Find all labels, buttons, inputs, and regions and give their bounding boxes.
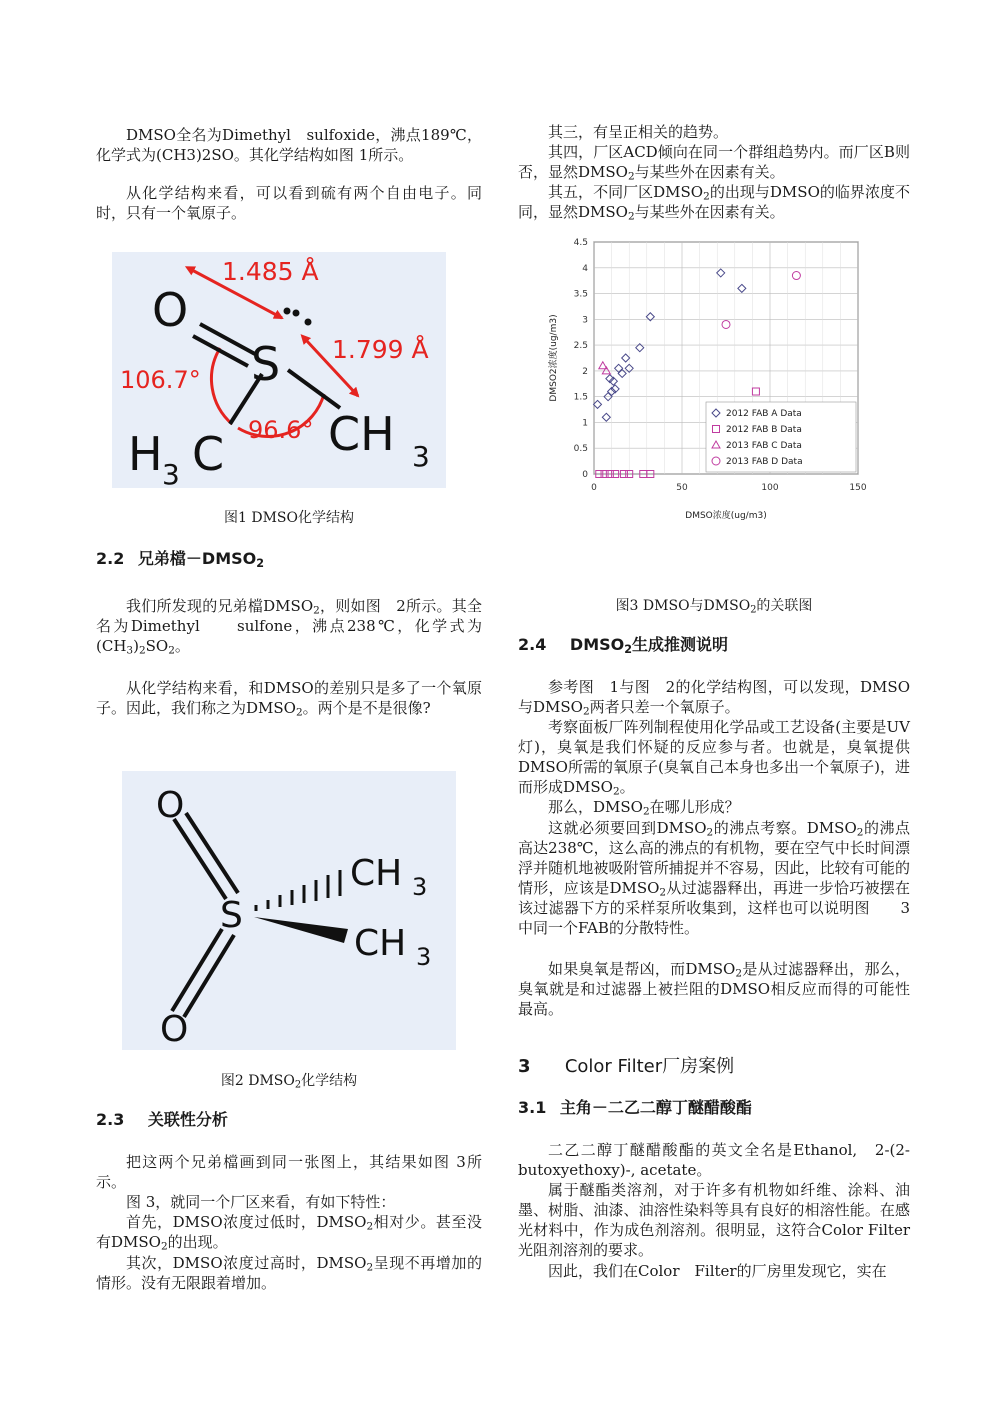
figure-2-dmso2-structure xyxy=(122,771,456,1050)
bond-s-c-right xyxy=(288,370,340,408)
text-run: 相对少。甚至没有DMSO xyxy=(96,1213,482,1251)
text-run: 与某些外在因素有关。 xyxy=(634,163,785,181)
dmso-molecule-diagram xyxy=(112,252,446,488)
y-tick-label: 4.5 xyxy=(573,238,588,248)
left-paragraph-8: 其次，DMSO浓度过高时，$DMSO_2$呈现不再增加的情形。没有无限跟着增加。 xyxy=(96,1254,482,1292)
ch3-bottom-label: CH xyxy=(354,923,407,964)
section-title-sub: 2 xyxy=(256,556,265,570)
solid-wedge-bond xyxy=(254,917,348,943)
angle-csc-label: 96.6° xyxy=(248,416,314,444)
legend-entry-label: 2012 FAB A Data xyxy=(726,409,802,419)
text-run: 我们所发现的兄弟檔DMSO xyxy=(126,597,314,615)
bond-length-so-label: 1.485 Å xyxy=(222,257,319,286)
text-run: 首先，DMSO浓度过低时，DMSO xyxy=(126,1213,367,1231)
atom-s-label: S xyxy=(220,895,243,936)
text-run: 从过滤器释出，再进一步恰巧被摆在该过滤器下方的采样泵所收集到，这样也可以说明图 3中同一个FAB的分散特性。 xyxy=(518,879,910,937)
legend-entry-label: 2012 FAB B Data xyxy=(726,425,802,435)
text-run: 呈现不再增加的情形。没有无限跟着增加。 xyxy=(96,1254,482,1292)
section-title: 兄弟檔－DMSO xyxy=(137,549,257,568)
figure-3-scatter-chart xyxy=(528,232,878,532)
text-run: 考察面板厂阵列制程使用化学品或工艺设备(主要是UV灯)，臭氧是我们怀疑的反应参与者。也就是，臭氧提供DMSO所需的氧原子(臭氧自己本身也多出一个氧原子)，进而形成DMSO xyxy=(518,718,910,796)
right-paragraph-2: 其四，厂区ACD倾向在同一个群组趋势内。而厂区B则否，显然$DMSO_2$与某些外在因素有关。 xyxy=(518,143,910,183)
lone-pair-dot-1 xyxy=(284,308,291,315)
atom-o-top-label: O xyxy=(156,785,185,826)
text-run: 把这两个兄弟檔画到同一张图上，其结果如图 3所示。 xyxy=(96,1153,482,1191)
x-axis-label: DMSO浓度(ug/m3) xyxy=(685,511,767,521)
h3c-sub-label: 3 xyxy=(162,458,180,488)
text-run: 其三，有呈正相关的趋势。 xyxy=(548,123,729,141)
y-tick-label: 0 xyxy=(582,470,588,480)
text-run: 。两个是不是很像? xyxy=(302,699,431,717)
y-tick-label: 4 xyxy=(582,263,588,274)
section-number: 2.4 xyxy=(518,635,547,654)
section-2-2-heading xyxy=(96,548,264,570)
text-run: ，则如图 2所示。其全名为Dimethyl sulfone，沸点238℃，化学式为(CH xyxy=(96,597,482,655)
right-paragraph-3: 其五，不同厂区$DMSO_2$的出现与DMSO的临界浓度不同，显然$DMSO_2$与某些外在因素有关。 xyxy=(518,183,910,223)
left-paragraph-4: 从化学结构来看，和DMSO的差别只是多了一个氧原子。因此，我们称之为$DMSO_2$。两个是不是很像? xyxy=(96,679,482,719)
ch3-ch-label: CH xyxy=(328,407,395,461)
x-tick-label: 50 xyxy=(676,483,688,493)
text-run: 的沸点高达238℃，这么高的沸点的有机物，要在空气中长时间漂浮并随机地被吸附管所捕捉并不容易，因此，比较有可能的情形，应该是DMSO xyxy=(518,819,910,897)
text-run: 二乙二醇丁醚醋酸酯的英文全名是Ethanol, 2-(2-butoxyethoxy)-, acetate。 xyxy=(518,1141,910,1179)
right-paragraph-7: 这就必须要回到$DMSO_2$的沸点考察。$DMSO_2$的沸点高达238℃，这么高的沸点的有机物，要在空气中长时间漂浮并随机地被吸附管所捕捉并不容易，因此，比较有可能的情形，应该是$DMSO_2$从过滤器释出，再进一步恰巧被摆在该过滤器下方的采样泵所收集到，这样也可以说明图 3中同一个FAB的分散特性。 xyxy=(518,819,910,937)
double-bond-1 xyxy=(200,324,255,354)
y-tick-label: 0.5 xyxy=(573,444,588,455)
section-title: 主角－二乙二醇丁醚醋酸酯 xyxy=(559,1098,752,1117)
right-paragraph-1 xyxy=(518,122,910,142)
left-paragraph-6 xyxy=(96,1192,482,1212)
atom-s-label: S xyxy=(251,337,281,391)
ch3-top-sub: 3 xyxy=(412,873,428,901)
text-run: 的出现与DMSO的临界浓度不同，显然DMSO xyxy=(518,183,910,221)
scatter-chart-svg xyxy=(528,232,878,532)
x-tick-label: 150 xyxy=(849,483,867,493)
text-run: 从化学结构来看，和DMSO的差别只是多了一个氧原子。因此，我们称之为DMSO xyxy=(96,679,482,717)
y-axis-label: DMSO2浓度(ug/m3) xyxy=(549,314,559,402)
y-tick-label: 3.5 xyxy=(573,289,588,300)
section-number: 2.2 xyxy=(96,549,125,568)
figure-1-caption: 图1 DMSO化学结构 xyxy=(224,510,354,526)
text-run: 是从过滤器释出，那么，臭氧就是和过滤器上被拦阻的DMSO相反应而得的可能性最高。 xyxy=(518,960,910,1018)
dmso-intro-text: DMSO全名为Dimethyl sulfoxide，沸点189℃，化学式为(CH3)2SO。其化学结构如图 1所示。 xyxy=(96,126,482,164)
text-run: 化学结构 xyxy=(301,1073,358,1089)
y-tick-label: 3 xyxy=(582,315,588,326)
ch3-bottom-sub: 3 xyxy=(416,943,432,971)
y-tick-label: 2 xyxy=(582,366,588,377)
y-tick-label: 2.5 xyxy=(573,341,588,352)
text-run: 的沸点考察。DMSO xyxy=(713,819,857,837)
text-run: 图2 DMSO xyxy=(220,1073,295,1089)
text-run: 其四，厂区ACD倾向在同一个群组趋势内。而厂区B则否，显然DMSO xyxy=(518,143,910,181)
dmso-structure-text: 从化学结构来看，可以看到硫有两个自由电子。同时，只有一个氧原子。 xyxy=(96,184,482,222)
text-run: 因此，我们在Color Filter的厂房里发现它，实在 xyxy=(548,1262,887,1280)
text-run: 那么，DMSO xyxy=(548,798,643,816)
lone-pair-dot-2 xyxy=(293,310,300,317)
text-run: ) xyxy=(133,637,139,655)
text-run: 两者只差一个氧原子。 xyxy=(589,698,740,716)
right-paragraph-5: 考察面板厂阵列制程使用化学品或工艺设备(主要是UV灯)，臭氧是我们怀疑的反应参与者。也就是，臭氧提供DMSO所需的氧原子(臭氧自己本身也多出一个氧原子)，进而形成$DMSO_2$。 xyxy=(518,718,910,798)
ch3-top-label: CH xyxy=(350,853,403,894)
lone-pair-dot-3 xyxy=(305,319,312,326)
left-paragraph-2 xyxy=(96,183,482,223)
text-run: 与某些外在因素有关。 xyxy=(634,203,785,221)
double-bond-2 xyxy=(193,336,248,366)
left-paragraph-1 xyxy=(96,125,482,165)
section-title: 关联性分析 xyxy=(147,1110,228,1129)
section-number: 3 xyxy=(518,1056,531,1077)
figure-3-caption: 图3 DMSO与$DMSO_2$的关联图 xyxy=(615,598,813,616)
text-run: 在哪儿形成？ xyxy=(649,798,740,816)
h3c-c-label: C xyxy=(192,427,225,481)
atom-o-bottom-label: O xyxy=(160,1009,189,1050)
text-run: 属于醚酯类溶剂，对于许多有机物如纤维、涂料、油墨、树脂、油漆、油溶性染料等具有良好的相溶性能。在感光材料中，作为成色剂溶剂。很明显，这符合Color Filter光阻剂溶剂的要求。 xyxy=(518,1181,910,1259)
text-run: 这就必须要回到DMSO xyxy=(548,819,707,837)
legend-entry-label: 2013 FAB D Data xyxy=(726,457,803,467)
hashed-wedge-bond xyxy=(256,870,340,911)
text-run: 的关联图 xyxy=(756,598,813,614)
text-run: 图 3，就同一个厂区来看，有如下特性： xyxy=(126,1193,396,1211)
right-paragraph-9 xyxy=(518,1140,910,1180)
text-run: 参考图 1与图 2的化学结构图，可以发现，DMSO与DMSO xyxy=(518,678,910,716)
text-run: 如果臭氧是帮凶，而DMSO xyxy=(548,960,736,978)
section-title-rest: 生成推测说明 xyxy=(632,635,729,654)
section-3-heading xyxy=(518,1056,734,1078)
figure-2-caption: 图2 $DMSO_2$化学结构 xyxy=(220,1073,358,1091)
section-title: DMSO xyxy=(569,635,625,654)
section-title: Color Filter厂房案例 xyxy=(564,1056,735,1077)
ch3-sub-label: 3 xyxy=(412,440,430,473)
right-paragraph-4: 参考图 1与图 2的化学结构图，可以发现，DMSO与$DMSO_2$两者只差一个氧原子。 xyxy=(518,678,910,718)
y-tick-label: 1 xyxy=(582,418,588,429)
section-3-1-heading xyxy=(518,1097,752,1119)
section-number: 3.1 xyxy=(518,1098,547,1117)
left-paragraph-3: 我们所发现的兄弟檔$DMSO_2$，则如图 2所示。其全名为Dimethyl sulfone，沸点238℃，化学式为$(CH_3)_2SO_2$。 xyxy=(96,597,482,657)
left-paragraph-5 xyxy=(96,1152,482,1192)
dmso2-molecule-diagram xyxy=(122,771,456,1050)
figure-1-dmso-structure xyxy=(112,252,446,488)
section-number: 2.3 xyxy=(96,1110,125,1129)
text-run: SO xyxy=(145,637,169,655)
right-paragraph-10 xyxy=(518,1180,910,1260)
bond-length-sc-label: 1.799 Å xyxy=(332,335,429,364)
text-run: 图3 DMSO与DMSO xyxy=(615,598,751,614)
x-tick-label: 100 xyxy=(761,483,779,493)
right-paragraph-6: 那么，$DMSO_2$在哪儿形成？ xyxy=(548,798,740,818)
x-tick-label: 0 xyxy=(591,483,597,493)
h3c-h-label: H xyxy=(128,427,163,481)
text-run: 其五，不同厂区DMSO xyxy=(548,183,704,201)
right-paragraph-11 xyxy=(518,1261,910,1281)
angle-osc-label: 106.7° xyxy=(120,366,201,394)
left-paragraph-7: 首先，DMSO浓度过低时，$DMSO_2$相对少。甚至没有$DMSO_2$的出现。 xyxy=(96,1213,482,1253)
text-run: 。 xyxy=(619,778,635,796)
section-2-3-heading xyxy=(96,1109,228,1131)
chart-legend xyxy=(706,402,856,472)
text-run: 。 xyxy=(174,637,190,655)
atom-o-label: O xyxy=(152,283,189,337)
y-tick-label: 1.5 xyxy=(573,392,588,403)
legend-entry-label: 2013 FAB C Data xyxy=(726,441,802,451)
text-run: 的出现。 xyxy=(167,1233,228,1251)
angle-arc-osc xyxy=(211,348,232,424)
section-2-4-heading xyxy=(518,634,728,656)
section-title-sub: 2 xyxy=(624,642,633,656)
right-paragraph-8: 如果臭氧是帮凶，而$DMSO_2$是从过滤器释出，那么，臭氧就是和过滤器上被拦阻的DMSO相反应而得的可能性最高。 xyxy=(518,960,910,1018)
text-run: 其次，DMSO浓度过高时，DMSO xyxy=(126,1254,367,1272)
